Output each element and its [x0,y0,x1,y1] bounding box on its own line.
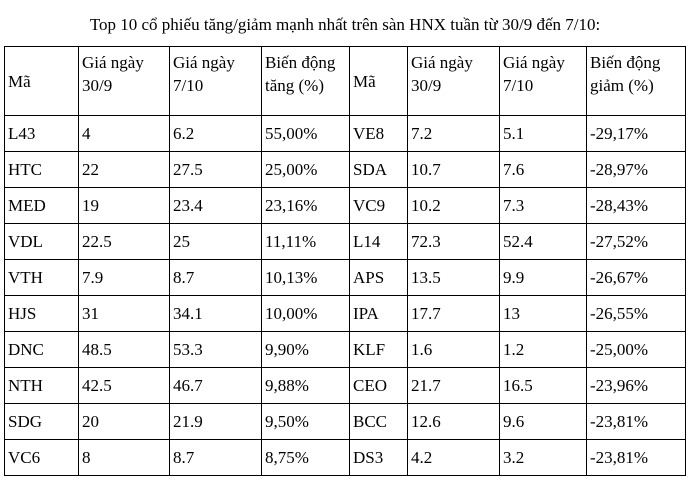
cell-change-up: 11,11% [262,224,350,260]
cell-change-down: -26,55% [587,296,686,332]
cell-price-end-gainer: 6.2 [170,116,262,152]
cell-code-gainer: VTH [5,260,79,296]
cell-price-end-loser: 9.9 [500,260,587,296]
cell-code-loser: SDA [350,152,408,188]
cell-change-down: -25,00% [587,332,686,368]
cell-price-start-gainer: 20 [79,404,170,440]
table-row [5,404,686,440]
cell-price-start-loser: 1.6 [408,332,500,368]
cell-code-gainer: HTC [5,152,79,188]
page-title: Top 10 cổ phiếu tăng/giảm mạnh nhất trên sàn HNX tuần từ 30/9 đến 7/10: [89,15,601,34]
table-row [5,260,686,296]
cell-code-loser: IPA [350,296,408,332]
cell-code-gainer: DNC [5,332,79,368]
header-change-up: Biến động tăng (%) [262,47,350,116]
cell-change-down: -23,81% [587,404,686,440]
header-price-start-gainers: Giá ngày 30/9 [79,47,170,116]
cell-price-end-loser: 13 [500,296,587,332]
cell-change-up: 55,00% [262,116,350,152]
table-row [5,332,686,368]
cell-price-end-gainer: 46.7 [170,368,262,404]
cell-price-start-loser: 13.5 [408,260,500,296]
cell-change-down: -28,43% [587,188,686,224]
header-code-gainers: Mã [5,47,79,116]
cell-code-loser: CEO [350,368,408,404]
cell-code-loser: L14 [350,224,408,260]
cell-code-loser: BCC [350,404,408,440]
header-price-end-losers: Giá ngày 7/10 [500,47,587,116]
cell-price-end-gainer: 27.5 [170,152,262,188]
cell-price-end-loser: 7.6 [500,152,587,188]
table-row [5,440,686,476]
cell-code-gainer: L43 [5,116,79,152]
cell-price-start-loser: 72.3 [408,224,500,260]
header-change-down: Biến động giảm (%) [587,47,686,116]
cell-code-gainer: VC6 [5,440,79,476]
cell-change-up: 9,50% [262,404,350,440]
cell-price-end-loser: 5.1 [500,116,587,152]
cell-change-down: -23,96% [587,368,686,404]
table-header-row [5,47,686,116]
cell-price-start-loser: 12.6 [408,404,500,440]
cell-price-end-gainer: 8.7 [170,260,262,296]
cell-code-loser: VC9 [350,188,408,224]
cell-code-loser: KLF [350,332,408,368]
cell-price-start-gainer: 8 [79,440,170,476]
header-price-end-gainers: Giá ngày 7/10 [170,47,262,116]
cell-price-end-gainer: 8.7 [170,440,262,476]
stock-table [4,46,686,476]
cell-price-end-gainer: 21.9 [170,404,262,440]
cell-code-gainer: VDL [5,224,79,260]
cell-price-start-loser: 10.7 [408,152,500,188]
table-row [5,224,686,260]
cell-code-gainer: MED [5,188,79,224]
cell-change-up: 9,88% [262,368,350,404]
cell-price-start-gainer: 19 [79,188,170,224]
cell-change-up: 9,90% [262,332,350,368]
cell-change-up: 25,00% [262,152,350,188]
cell-price-end-loser: 52.4 [500,224,587,260]
cell-change-down: -26,67% [587,260,686,296]
cell-price-start-loser: 7.2 [408,116,500,152]
cell-price-start-gainer: 31 [79,296,170,332]
cell-price-end-gainer: 25 [170,224,262,260]
header-code-losers: Mã [350,47,408,116]
table-row [5,296,686,332]
cell-change-down: -29,17% [587,116,686,152]
cell-price-start-gainer: 22 [79,152,170,188]
cell-price-end-loser: 7.3 [500,188,587,224]
table-row [5,368,686,404]
cell-price-end-loser: 3.2 [500,440,587,476]
cell-price-start-loser: 4.2 [408,440,500,476]
cell-change-up: 8,75% [262,440,350,476]
cell-price-start-loser: 10.2 [408,188,500,224]
cell-price-start-gainer: 4 [79,116,170,152]
cell-price-start-gainer: 7.9 [79,260,170,296]
cell-price-end-gainer: 34.1 [170,296,262,332]
cell-change-down: -23,81% [587,440,686,476]
table-row [5,116,686,152]
cell-code-loser: APS [350,260,408,296]
cell-price-start-gainer: 22.5 [79,224,170,260]
cell-change-down: -27,52% [587,224,686,260]
header-price-start-losers: Giá ngày 30/9 [408,47,500,116]
cell-price-end-loser: 1.2 [500,332,587,368]
cell-price-start-loser: 17.7 [408,296,500,332]
cell-code-loser: DS3 [350,440,408,476]
cell-price-end-loser: 16.5 [500,368,587,404]
cell-price-start-gainer: 42.5 [79,368,170,404]
cell-price-end-loser: 9.6 [500,404,587,440]
cell-code-gainer: HJS [5,296,79,332]
cell-change-up: 10,00% [262,296,350,332]
cell-change-down: -28,97% [587,152,686,188]
table-row [5,188,686,224]
cell-price-start-loser: 21.7 [408,368,500,404]
table-body [5,116,686,476]
cell-price-start-gainer: 48.5 [79,332,170,368]
table-row [5,152,686,188]
cell-price-end-gainer: 23.4 [170,188,262,224]
cell-code-gainer: NTH [5,368,79,404]
cell-change-up: 10,13% [262,260,350,296]
cell-price-end-gainer: 53.3 [170,332,262,368]
cell-code-gainer: SDG [5,404,79,440]
cell-code-loser: VE8 [350,116,408,152]
cell-change-up: 23,16% [262,188,350,224]
